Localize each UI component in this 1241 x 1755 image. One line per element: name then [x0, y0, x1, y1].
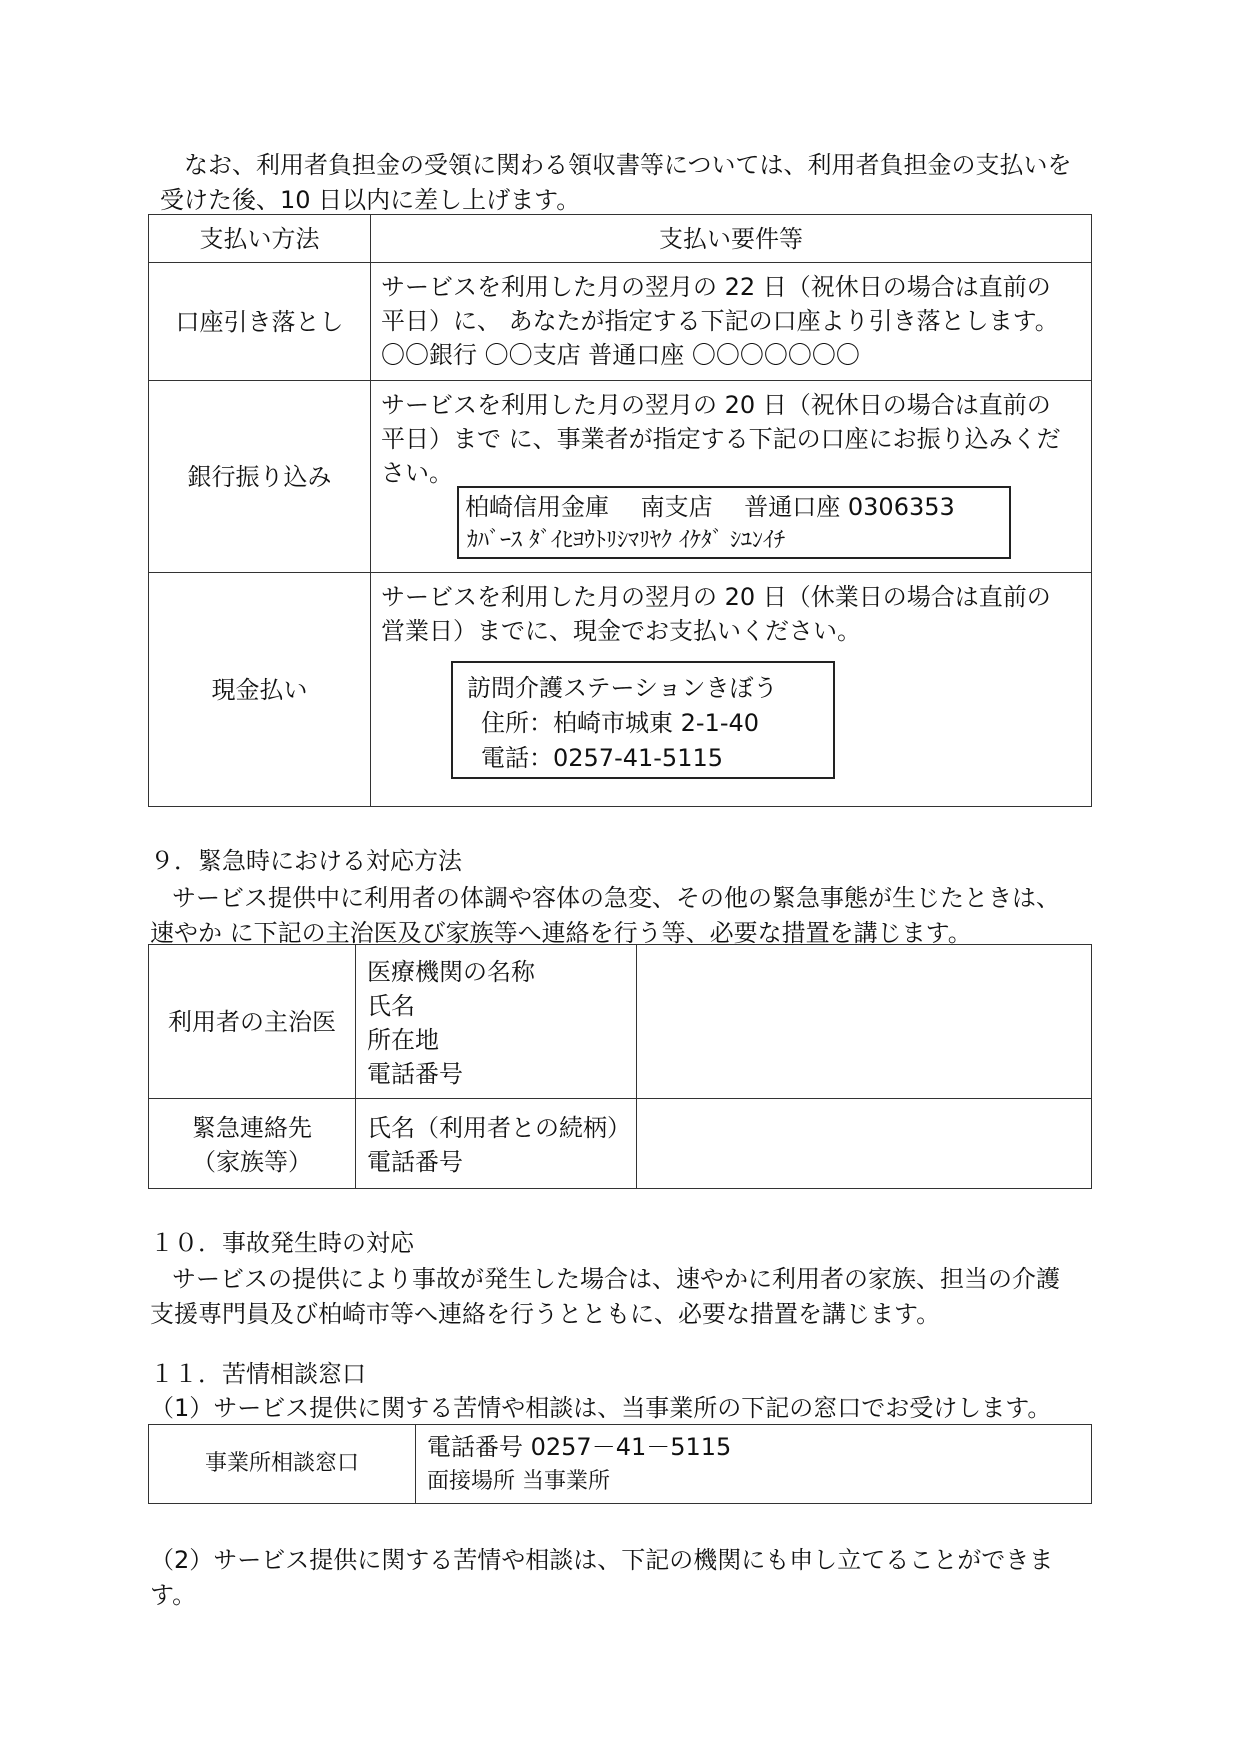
contact-phone: 電話番号 — [367, 1148, 463, 1176]
doctor-phone: 電話番号 — [367, 1060, 463, 1088]
section-9-line-1: サービス提供中に利用者の体調や容体の急変、その他の緊急事態が生じたときは、 — [172, 884, 1060, 912]
section-9-title: ９．緊急時における対応方法 — [150, 847, 462, 875]
cash-line-1: サービスを利用した月の翌月の 20 日（休業日の場合は直前の — [381, 583, 1051, 611]
cash-line-2: 営業日）までに、現金でお支払いください。 — [381, 617, 861, 645]
bank-account-line: 柏崎信用金庫 南支店 普通口座 0306353 — [465, 493, 955, 521]
emergency-contact-table — [148, 944, 1092, 1189]
doctor-address: 所在地 — [367, 1026, 439, 1054]
intro-line-2: 受けた後、10 日以内に差し上げます。 — [160, 186, 581, 214]
payment-table — [148, 214, 1092, 807]
method-cash: 現金払い — [211, 676, 308, 704]
emergency-contact-family-label: （家族等） — [192, 1148, 312, 1176]
medical-institution-name: 医療機関の名称 — [367, 958, 535, 986]
consultation-window-table — [148, 1424, 1092, 1504]
office-phone: 電話：0257-41-5115 — [481, 744, 724, 772]
section-10-title: １０．事故発生時の対応 — [150, 1229, 414, 1257]
method-direct-debit: 口座引き落とし — [175, 308, 344, 336]
section-11-sub-2-line-1: （2）サービス提供に関する苦情や相談は、下記の機関にも申し立てることができま — [150, 1546, 1054, 1574]
section-11-sub-2-line-2: す。 — [150, 1581, 197, 1609]
office-info-box — [451, 661, 835, 779]
intro-line-1: なお、利用者負担金の受領に関わる領収書等については、利用者負担金の支払いを — [184, 151, 1072, 179]
section-11-sub-1: （1）サービス提供に関する苦情や相談は、当事業所の下記の窓口でお受けします。 — [150, 1394, 1052, 1422]
bank-transfer-line-1: サービスを利用した月の翌月の 20 日（祝休日の場合は直前の — [381, 391, 1051, 419]
header-payment-requirements: 支払い要件等 — [659, 225, 803, 253]
bank-account-holder: ｶﾊﾞｰｽ ﾀﾞｲﾋﾖｳﾄﾘｼﾏﾘﾔｸ ｲｹﾀﾞ ｼﾕﾝｲﾁ — [467, 528, 785, 553]
section-10-line-1: サービスの提供により事故が発生した場合は、速やかに利用者の家族、担当の介護 — [172, 1265, 1060, 1293]
office-address: 住所：柏崎市城東 2-1-40 — [481, 709, 760, 737]
consultation-window-label: 事業所相談窓口 — [204, 1451, 359, 1476]
direct-debit-line-1: サービスを利用した月の翌月の 22 日（祝休日の場合は直前の — [381, 273, 1051, 301]
doctor-name: 氏名 — [367, 992, 415, 1020]
bank-account-box — [457, 486, 1011, 559]
method-bank-transfer: 銀行振り込み — [187, 463, 332, 491]
section-9-line-2: 速やか に下記の主治医及び家族等へ連絡を行う等、必要な措置を講じます。 — [150, 919, 972, 947]
consultation-phone: 電話番号 0257－41－5115 — [427, 1433, 732, 1461]
header-payment-method: 支払い方法 — [199, 225, 320, 253]
emergency-contact-label: 緊急連絡先 — [192, 1114, 312, 1142]
consultation-location: 面接場所 当事業所 — [427, 1469, 610, 1494]
office-name: 訪問介護ステーションきぼう — [467, 674, 778, 702]
bank-transfer-line-2: 平日）まで に、事業者が指定する下記の口座にお振り込みくだ — [381, 425, 1061, 453]
section-10-line-2: 支援専門員及び柏崎市等へ連絡を行うとともに、必要な措置を講じます。 — [150, 1300, 941, 1328]
bank-transfer-line-3: さい。 — [381, 459, 453, 487]
contact-name-relation: 氏名（利用者との続柄） — [367, 1114, 631, 1142]
direct-debit-line-2: 平日）に、 あなたが指定する下記の口座より引き落とします。 — [381, 307, 1059, 335]
direct-debit-line-3: 〇〇銀行 〇〇支店 普通口座 〇〇〇〇〇〇〇 — [381, 341, 860, 369]
primary-doctor-label: 利用者の主治医 — [168, 1008, 336, 1036]
section-11-title: １１．苦情相談窓口 — [150, 1360, 366, 1388]
